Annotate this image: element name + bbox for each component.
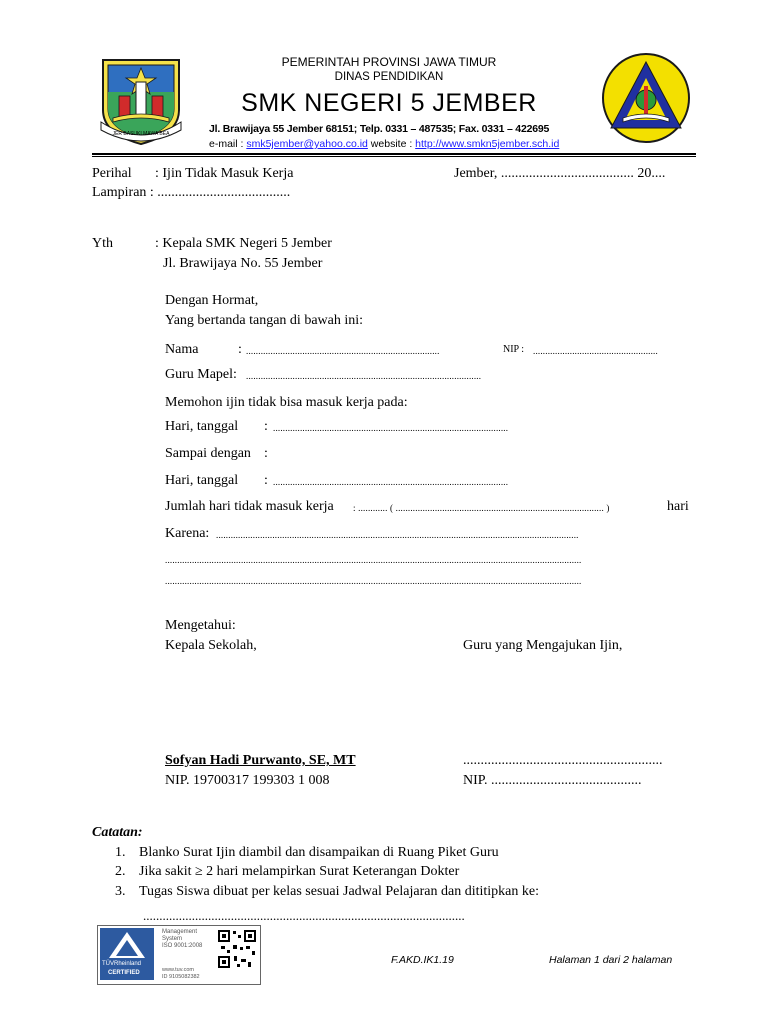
perihal-label: Perihal [92, 166, 132, 181]
qr-code-icon [217, 929, 257, 969]
mapel-label: Guru Mapel: [165, 367, 237, 382]
nama-field[interactable]: ............................................................................... [246, 346, 440, 356]
sampai-label: Sampai dengan [165, 446, 251, 461]
header-province: PEMERINTAH PROVINSI JAWA TIMUR [281, 55, 497, 69]
notes-trailing-dots[interactable]: ................................................................................................... [143, 908, 465, 923]
hari2-colon: : [264, 473, 268, 488]
website-label: website : [367, 138, 416, 150]
jumlah-unit: hari [667, 499, 689, 514]
header-school-name: SMK NEGERI 5 JEMBER [241, 89, 537, 117]
website-link[interactable]: http://www.smkn5jember.sch.id [415, 138, 560, 150]
header-divider-thick [92, 153, 696, 155]
hari2-field[interactable]: ................................................................................................ [273, 477, 509, 487]
yth-label: Yth [92, 236, 113, 251]
request-text: Memohon ijin tidak bisa masuk kerja pada: [165, 395, 408, 410]
hari2-label: Hari, tanggal [165, 473, 239, 488]
notes-item-3: Tugas Siswa dibuat per kelas sesuai Jadwal Pelajaran dan dititipkan ke: [139, 884, 539, 899]
jumlah-field[interactable]: : ............ ( ..................................................................................... ) [353, 503, 610, 513]
header-contact [209, 138, 559, 150]
nip-label: NIP : [503, 344, 525, 355]
notes-number-2: 2. [115, 864, 126, 879]
place-date: Jember, ...................................... 20.... [454, 166, 666, 181]
tuv-brand: TÜVRheinland [102, 961, 142, 967]
kepala-nip: NIP. 19700317 199303 1 008 [165, 773, 330, 788]
recipient: : Kepala SMK Negeri 5 Jember [155, 236, 332, 251]
notes-item-1: Blanko Surat Ijin diambil dan disampaikan di Ruang Piket Guru [139, 845, 499, 860]
page-info: Halaman 1 dari 2 halaman [549, 954, 673, 966]
cert-text-2: System [162, 936, 183, 942]
nama-label: Nama [165, 342, 199, 357]
notes-item-2: Jika sakit ≥ 2 hari melampirkan Surat Keterangan Dokter [139, 864, 460, 879]
guru-name-field[interactable]: ......................................................... [463, 753, 663, 768]
kepala-title: Kepala Sekolah, [165, 638, 257, 653]
nama-colon: : [238, 342, 242, 357]
perihal-value: : Ijin Tidak Masuk Kerja [155, 166, 294, 181]
guru-nip: NIP. ........................................... [463, 773, 642, 788]
sampai-colon: : [264, 446, 268, 461]
cert-text-1: Management [162, 929, 198, 935]
reason-line-1[interactable]: .......................................................................................................................................................................... [165, 555, 582, 565]
cert-text-3: ISO 9001:2008 [162, 943, 203, 949]
tuv-triangle-icon [100, 928, 154, 962]
lampiran: Lampiran : ...................................... [92, 185, 291, 200]
notes-number-3: 3. [115, 884, 126, 899]
cert-id: ID 9105082382 [162, 974, 200, 980]
kepala-name: Sofyan Hadi Purwanto, SE, MT [165, 753, 356, 768]
mapel-field[interactable]: ................................................................................................ [246, 371, 482, 381]
nip-field[interactable]: ................................................... [533, 346, 658, 356]
header-divider-thin [92, 156, 696, 157]
logo-motto: JER BASUKI MAWA BEA [112, 131, 170, 137]
greeting: Dengan Hormat, [165, 293, 259, 308]
hari-field[interactable]: ................................................................................................ [273, 423, 509, 433]
guru-title: Guru yang Mengajukan Ijin, [463, 638, 623, 653]
karena-field[interactable]: .................................................................................................................................................... [216, 530, 579, 540]
mengetahui: Mengetahui: [165, 618, 236, 633]
karena-label: Karena: [165, 526, 210, 541]
jumlah-label: Jumlah hari tidak masuk kerja [165, 499, 334, 514]
recipient-address: Jl. Brawijaya No. 55 Jember [163, 256, 323, 271]
notes-number-1: 1. [115, 845, 126, 860]
email-label: e-mail : [209, 138, 247, 150]
tuv-logo [100, 928, 154, 980]
hari-colon: : [264, 419, 268, 434]
reason-line-2[interactable]: .......................................................................................................................................................................... [165, 576, 582, 586]
certification-badge [97, 925, 261, 985]
header-address: Jl. Brawijaya 55 Jember 68151; Telp. 0331 – 487535; Fax. 0331 – 422695 [209, 123, 550, 135]
form-code: F.AKD.IK1.19 [391, 954, 454, 966]
notes-title: Catatan: [92, 825, 143, 840]
email-link[interactable]: smk5jember@yahoo.co.id [246, 138, 368, 150]
tuv-certified: CERTIFIED [108, 970, 140, 976]
hari-label: Hari, tanggal [165, 419, 239, 434]
header-department: DINAS PENDIDIKAN [334, 71, 444, 83]
cert-url: www.tuv.com [162, 967, 194, 973]
intro: Yang bertanda tangan di bawah ini: [165, 313, 364, 328]
